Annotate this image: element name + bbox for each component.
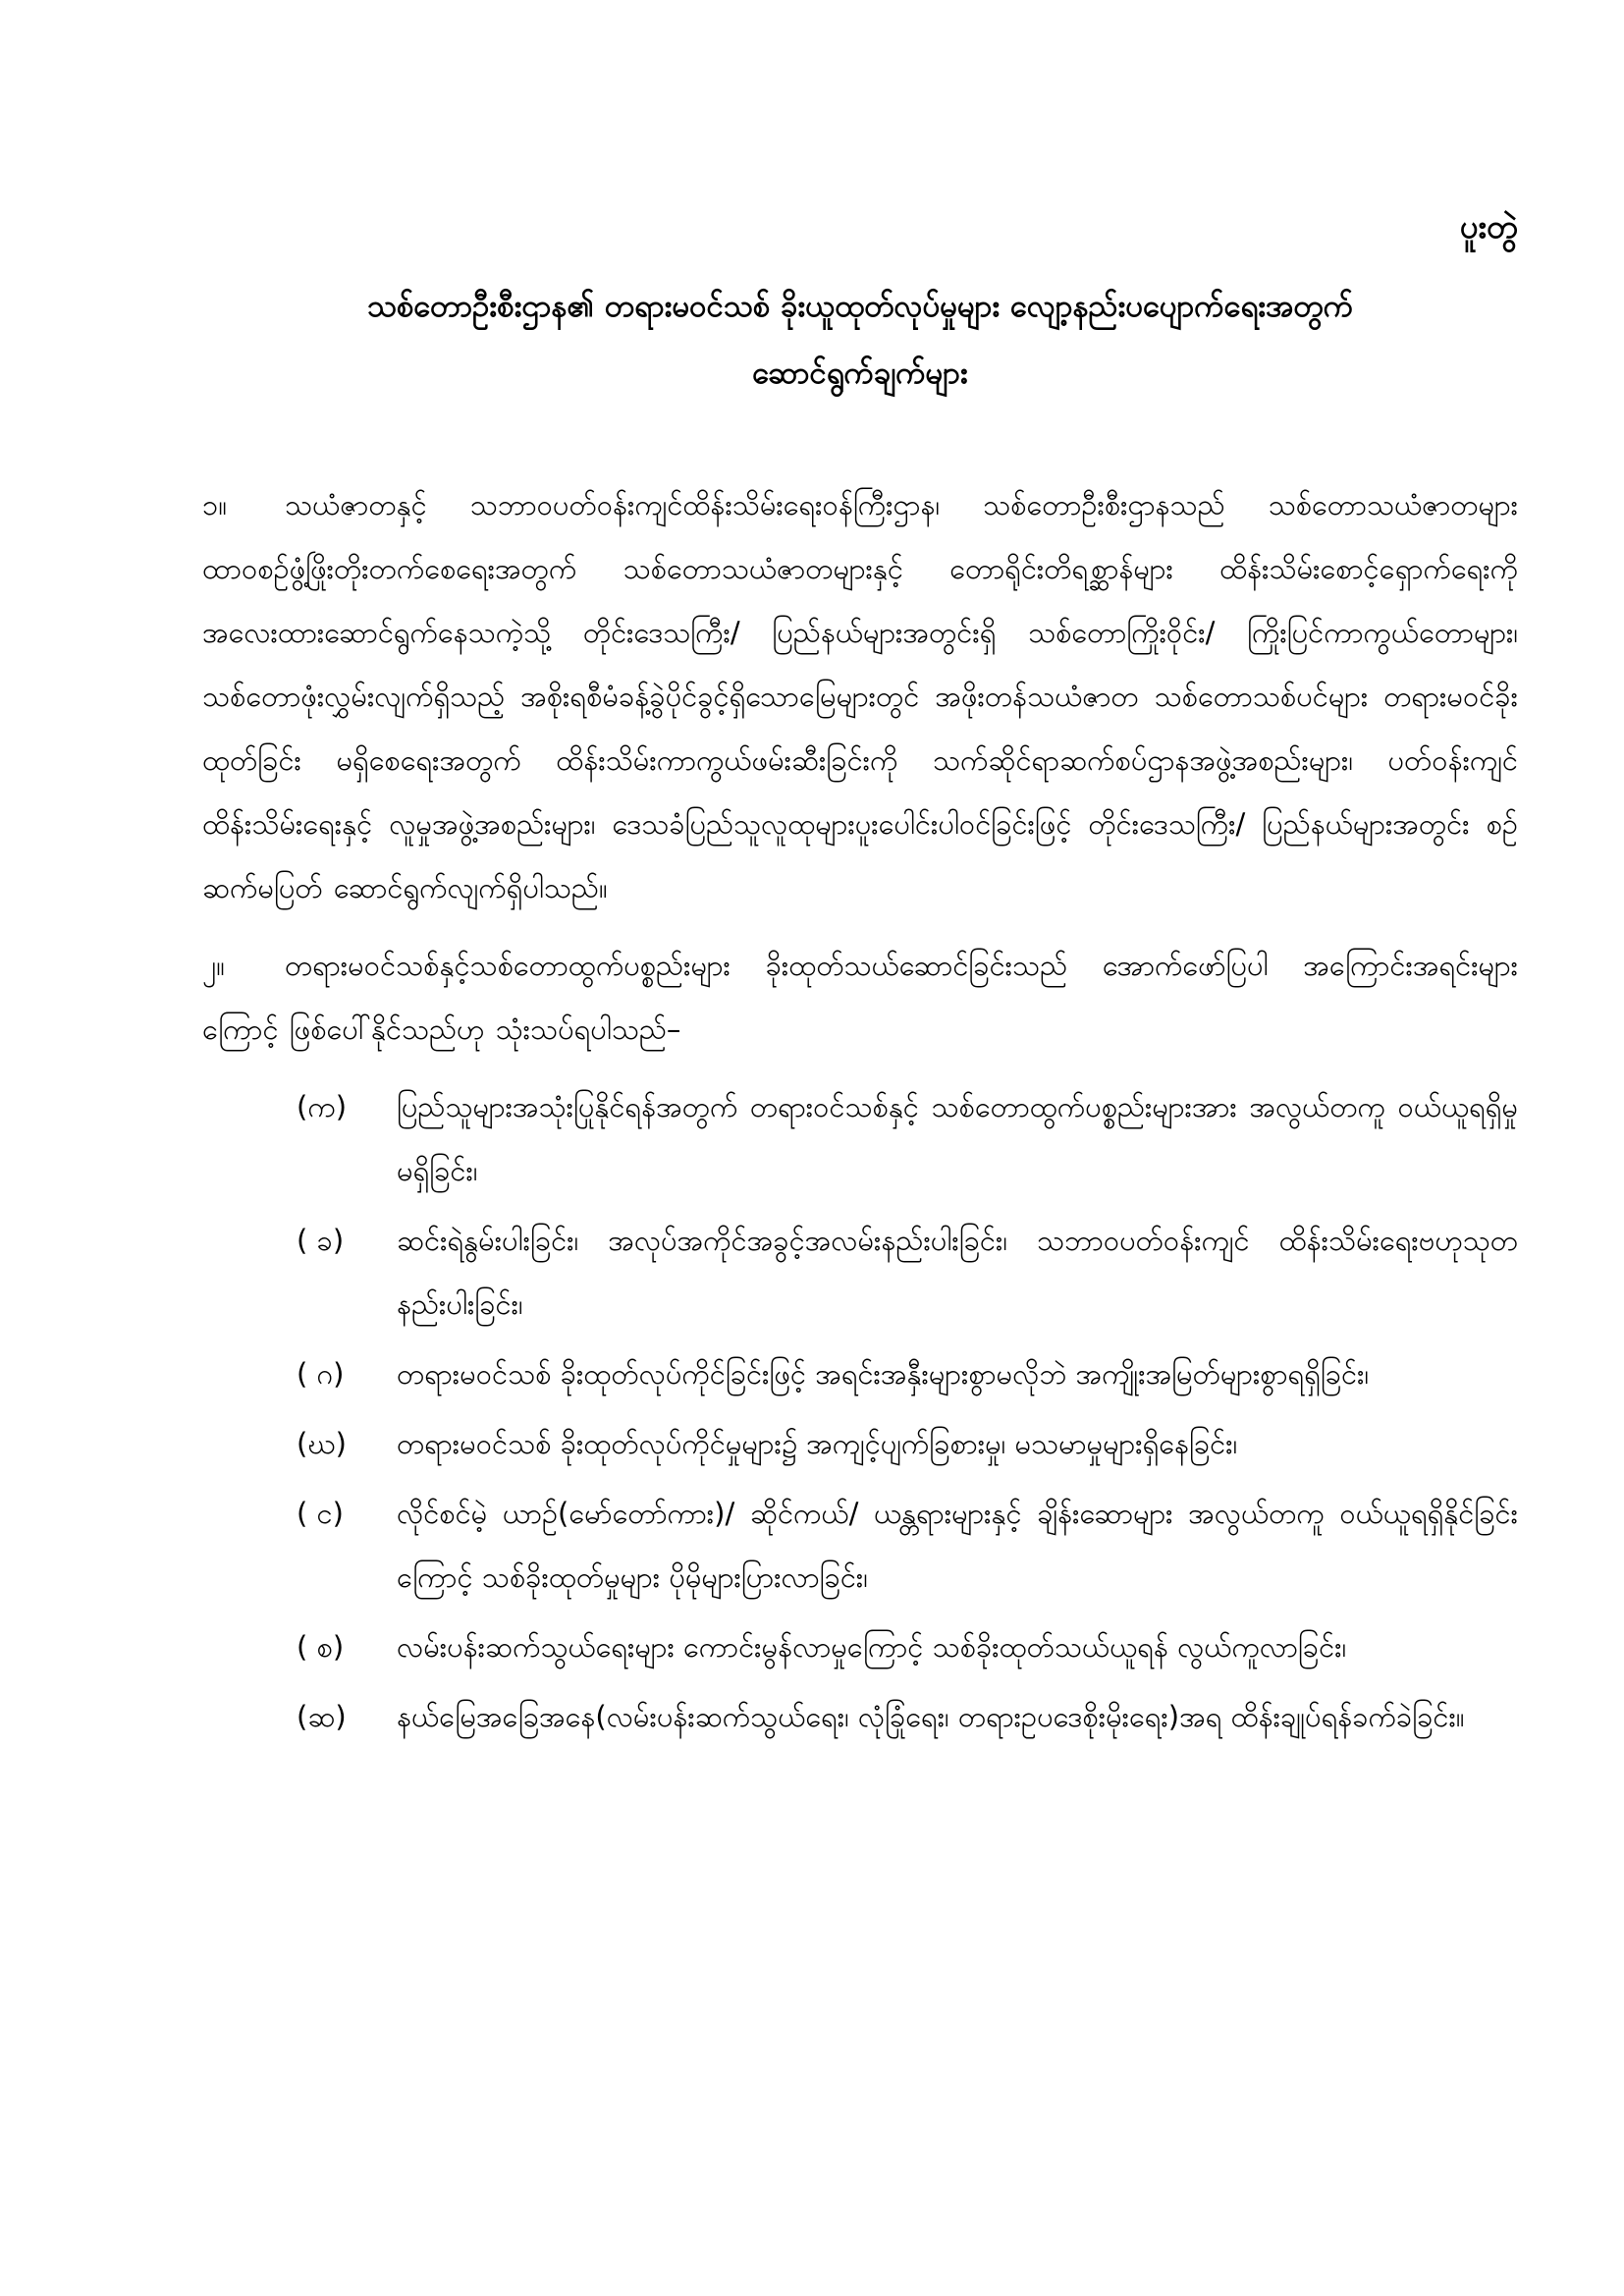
item-marker: (ဃ) xyxy=(297,1427,347,1460)
item-marker: ( စ) xyxy=(297,1630,345,1664)
list-item xyxy=(297,1075,1518,1203)
reasons-list xyxy=(297,1075,1518,1749)
paragraph-text: သယံဇာတနှင့် သဘာဝပတ်ဝန်းကျင်ထိန်းသိမ်းရေးဝန်ကြီးဌာန၊ သစ်တောဦးစီးဌာနသည် သစ်တောသယံဇာတများ ထာဝစဉ်ဖွံ့ဖြိုးတိုးတက်စေရေးအတွက် သစ်တောသယံဇာတများနှင့် တောရိုင်းတိရစ္ဆာန်များ ထိန်းသိမ်းစောင့်ရှောက်ရေးကို အလေးထားဆောင်ရွက်နေသကဲ့သို့ တိုင်းဒေသကြီး/ ပြည်နယ်များအတွင်းရှိ သစ်တောကြိုးဝိုင်း/ ကြိုးပြင်ကာကွယ်တောများ၊ သစ်တောဖုံးလွှမ်းလျက်ရှိသည့် အစိုးရစီမံခန့်ခွဲပိုင်ခွင့်ရှိသောမြေများတွင် အဖိုးတန်သယံဇာတ သစ်တောသစ်ပင်များ တရားမဝင်ခိုးထုတ်ခြင်း မရှိစေရေးအတွက် ထိန်းသိမ်းကာကွယ်ဖမ်းဆီးခြင်းကို သက်ဆိုင်ရာဆက်စပ်ဌာနအဖွဲ့အစည်းများ၊ ပတ်ဝန်းကျင်ထိန်းသိမ်းရေးနှင့် လူမှုအဖွဲ့အစည်းများ၊ ဒေသခံပြည်သူလူထုများပူးပေါင်းပါဝင်ခြင်းဖြင့် တိုင်းဒေသကြီး/ ပြည်နယ်များအတွင်း စဉ်ဆက်မပြတ် ဆောင်ရွက်လျက်ရှိပါသည်။ xyxy=(202,488,1518,904)
list-item xyxy=(297,1209,1518,1337)
paragraph-number: ၂။ xyxy=(202,949,226,982)
list-item xyxy=(297,1482,1518,1610)
item-text: တရားမဝင်သစ် ခိုးထုတ်လုပ်ကိုင်မှုများ၌ အကျင့်ပျက်ခြစားမှု၊ မသမာမှုများရှိနေခြင်း၊ xyxy=(397,1427,1238,1460)
title-line-1: သစ်တောဦးစီးဌာန၏ တရားမဝင်သစ် ခိုးယူထုတ်လုပ်မှုများ လျော့နည်းပပျောက်ရေးအတွက် xyxy=(366,289,1354,324)
document-title xyxy=(202,273,1518,407)
attachment-label: ပူးတွဲ xyxy=(1459,207,1518,246)
paragraph-number: ၁။ xyxy=(202,488,228,521)
list-item xyxy=(297,1412,1518,1476)
item-marker: (ဆ) xyxy=(297,1700,347,1733)
title-line-2: ဆောင်ရွက်ချက်များ xyxy=(752,355,968,391)
paragraph-text: တရားမဝင်သစ်နှင့်သစ်တောထွက်ပစ္စည်းများ ခိုးထုတ်သယ်ဆောင်ခြင်းသည် အောက်ဖော်ပြပါ အကြောင်းအရင်းများကြောင့် ဖြစ်ပေါ်နိုင်သည်ဟု သုံးသပ်ရပါသည်– xyxy=(202,949,1518,1046)
item-marker: (က) xyxy=(297,1090,348,1123)
item-text: ပြည်သူများအသုံးပြုနိုင်ရန်အတွက် တရားဝင်သစ်နှင့် သစ်တောထွက်ပစ္စည်းများအား အလွယ်တကူ ဝယ်ယူရရှိမှုမရှိခြင်း၊ xyxy=(397,1090,1518,1187)
paragraph-1 xyxy=(202,473,1518,920)
item-marker: ( ခ) xyxy=(297,1224,345,1257)
item-text: လိုင်စင်မဲ့ ယာဉ်(မော်တော်ကား)/ ဆိုင်ကယ်/ ယန္တရားများနှင့် ချိန်းဆောများ အလွယ်တကူ ဝယ်ယူရရှိနိုင်ခြင်းကြောင့် သစ်ခိုးထုတ်မှုများ ပိုမိုများပြားလာခြင်း၊ xyxy=(397,1497,1518,1594)
paragraph-2 xyxy=(202,934,1518,1062)
item-text: တရားမဝင်သစ် ခိုးထုတ်လုပ်ကိုင်ခြင်းဖြင့် အရင်းအနှီးများစွာမလိုဘဲ အကျိုးအမြတ်များစွာရရှိခြင်း၊ xyxy=(397,1357,1370,1391)
list-item xyxy=(297,1685,1518,1749)
item-marker: ( ဂ) xyxy=(297,1357,345,1391)
document-body xyxy=(202,473,1518,1755)
list-item xyxy=(297,1342,1518,1406)
item-text: ဆင်းရဲနွမ်းပါးခြင်း၊ အလုပ်အကိုင်အခွင့်အလမ်းနည်းပါးခြင်း၊ သဘာဝပတ်ဝန်းကျင် ထိန်းသိမ်းရေးဗဟုသုတနည်းပါးခြင်း၊ xyxy=(397,1224,1518,1321)
item-text: လမ်းပန်းဆက်သွယ်ရေးများ ကောင်းမွန်လာမှုကြောင့် သစ်ခိုးထုတ်သယ်ယူရန် လွယ်ကူလာခြင်း၊ xyxy=(397,1630,1347,1664)
item-marker: ( င) xyxy=(297,1497,344,1530)
list-item xyxy=(297,1615,1518,1679)
item-text: နယ်မြေအခြေအနေ(လမ်းပန်းဆက်သွယ်ရေး၊ လုံခြုံရေး၊ တရားဥပဒေစိုးမိုးရေး)အရ ထိန်းချုပ်ရန်ခက်ခဲခြင်း။ xyxy=(397,1700,1465,1733)
